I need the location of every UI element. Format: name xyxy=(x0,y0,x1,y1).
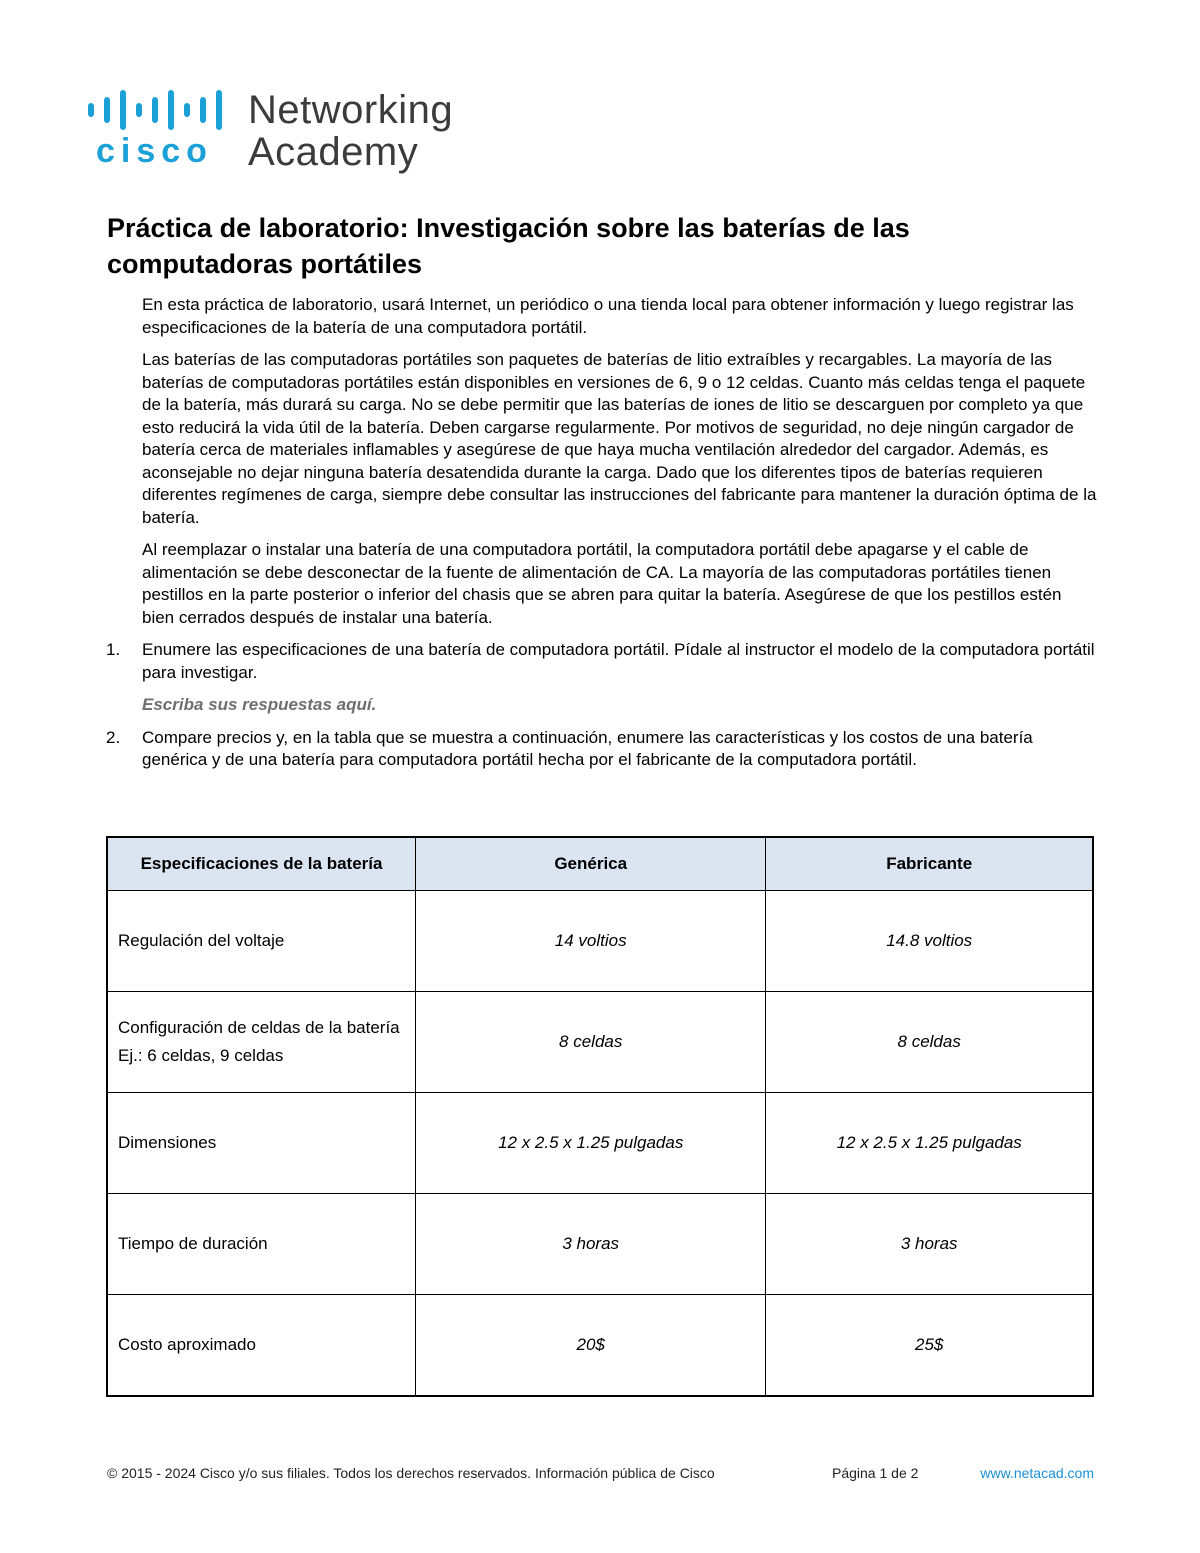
page-footer xyxy=(107,1465,1094,1485)
header-generic: Genérica xyxy=(416,837,766,891)
netacad-link[interactable]: www.netacad.com xyxy=(980,1465,1094,1481)
cisco-networking-academy-logo xyxy=(86,86,476,186)
battery-spec-table xyxy=(106,836,1094,1397)
row-label: Tiempo de duración xyxy=(107,1194,416,1295)
step-text: Enumere las especificaciones de una batería de computadora portátil. Pídale al instructor el modelo de la computadora portátil para investigar. xyxy=(142,640,1095,682)
manufacturer-value[interactable]: 3 horas xyxy=(766,1194,1093,1295)
row-example: Ej.: 6 celdas, 9 celdas xyxy=(118,1046,284,1065)
row-label: Costo aproximado xyxy=(107,1295,416,1397)
step-1 xyxy=(106,639,1097,684)
step-2 xyxy=(106,727,1097,772)
header-manufacturer: Fabricante xyxy=(766,837,1093,891)
battery-info-paragraph: Las baterías de las computadoras portátiles son paquetes de baterías de litio extraíbles y recargables. La mayoría de las baterías de computadoras portátiles están disponibles en versiones de 6, 9 o 12 celdas. Cuanto más celdas tenga el paquete de la batería, más durará su carga. No se debe permitir que las baterías de iones de litio se descarguen por completo ya que esto reducirá la vida útil de la batería. Deben cargarse regularmente. Por motivos de seguridad, no deje ningún cargador de batería cerca de materiales inflamables y asegúrese de que haya mucha ventilación alrededor del cargador. Además, es aconsejable no dejar ninguna batería desatendida durante la carga. Dado que los diferentes tipos de baterías requieren diferentes regímenes de carga, siempre debe consultar las instrucciones del fabricante para mantener la duración óptima de la batería. xyxy=(142,350,1097,527)
manufacturer-value[interactable]: 8 celdas xyxy=(766,992,1093,1093)
table-row xyxy=(107,1194,1093,1295)
manufacturer-value[interactable]: 14.8 voltios xyxy=(766,891,1093,992)
generic-value[interactable]: 3 horas xyxy=(416,1194,766,1295)
page-title: Práctica de laboratorio: Investigación sobre las baterías de las computadoras portátiles xyxy=(107,213,910,279)
answer-placeholder[interactable]: Escriba sus respuestas aquí. xyxy=(142,695,377,714)
page-number: Página 1 de 2 xyxy=(832,1465,919,1481)
table-row xyxy=(107,891,1093,992)
document-body xyxy=(106,294,1097,782)
row-label: Configuración de celdas de la batería xyxy=(118,1018,400,1037)
manufacturer-value[interactable]: 12 x 2.5 x 1.25 pulgadas xyxy=(766,1093,1093,1194)
cisco-logo-icon xyxy=(86,86,246,166)
intro-paragraph: En esta práctica de laboratorio, usará Internet, un periódico o una tienda local para obtener información y luego registrar las especificaciones de la batería de una computadora portátil. xyxy=(142,295,1074,337)
generic-value[interactable]: 20$ xyxy=(416,1295,766,1397)
generic-value[interactable]: 12 x 2.5 x 1.25 pulgadas xyxy=(416,1093,766,1194)
row-label-cell xyxy=(107,992,416,1093)
generic-value[interactable]: 14 voltios xyxy=(416,891,766,992)
table-header-row xyxy=(107,837,1093,891)
cisco-wordmark: cisco xyxy=(96,132,213,166)
table-row xyxy=(107,1093,1093,1194)
row-label: Regulación del voltaje xyxy=(107,891,416,992)
table-row xyxy=(107,992,1093,1093)
copyright-text: © 2015 - 2024 Cisco y/o sus filiales. Todos los derechos reservados. Información pública de Cisco xyxy=(107,1465,715,1481)
step-number: 1. xyxy=(106,640,121,659)
logo-networking-text: Networking xyxy=(248,88,454,132)
replacement-paragraph: Al reemplazar o instalar una batería de una computadora portátil, la computadora portátil debe apagarse y el cable de alimentación se debe desconectar de la fuente de alimentación de CA. La mayoría de las computadoras portátiles tienen pestillos en la parte posterior o inferior del chasis que se abren para quitar la batería. Asegúrese de que los pestillos estén bien cerrados después de instalar una batería. xyxy=(142,540,1062,627)
header-specifications: Especificaciones de la batería xyxy=(107,837,416,891)
step-text: Compare precios y, en la tabla que se muestra a continuación, enumere las características y los costos de una batería genérica y de una batería para computadora portátil hecha por el fabricante de la computadora portátil. xyxy=(142,727,1033,769)
generic-value[interactable]: 8 celdas xyxy=(416,992,766,1093)
manufacturer-value[interactable]: 25$ xyxy=(766,1295,1093,1397)
logo-academy-text: Academy xyxy=(248,130,419,174)
row-label: Dimensiones xyxy=(107,1093,416,1194)
step-number: 2. xyxy=(106,727,121,747)
table-row xyxy=(107,1295,1093,1397)
